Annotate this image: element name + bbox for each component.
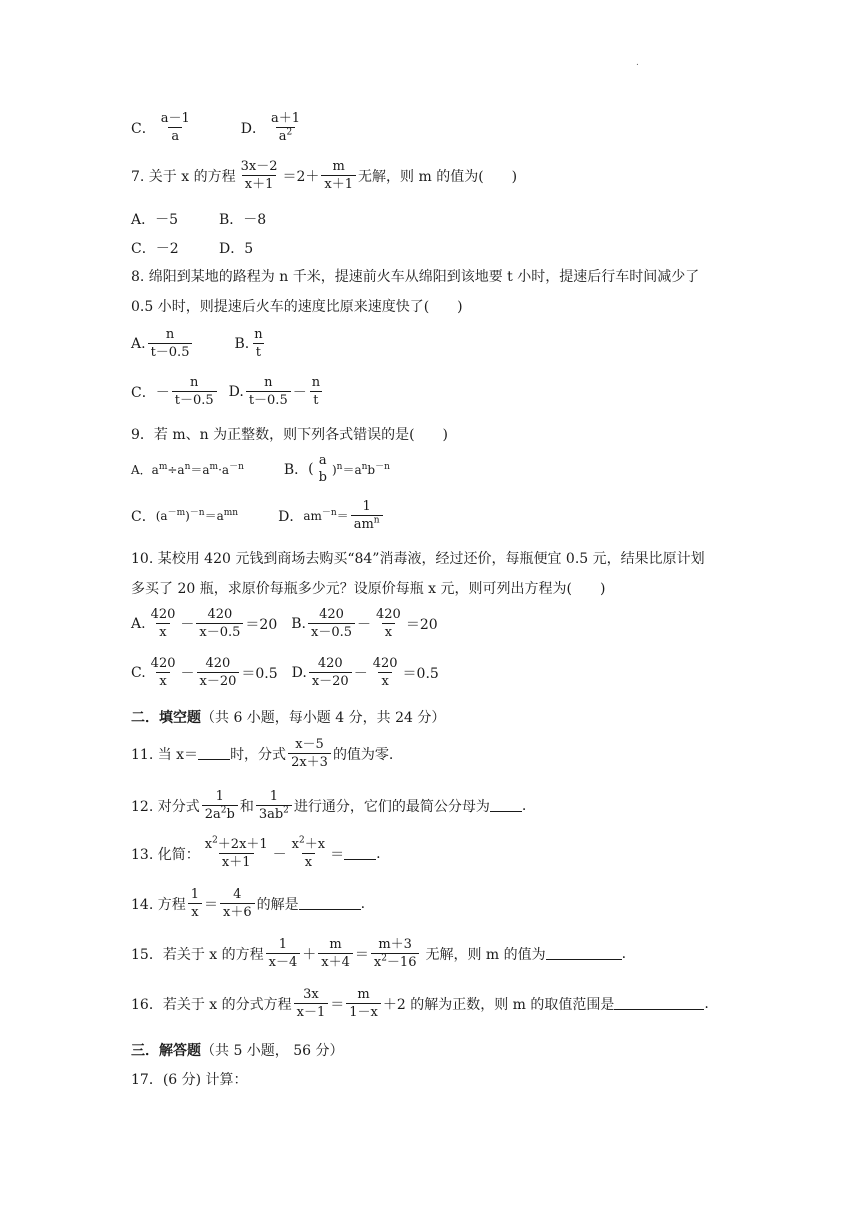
q14-stem: 14. 方程 $\frac{1}{x}$ ＝ $\frac{4}{x+6}$ 的解是 .	[131, 887, 366, 920]
q7-fraction-2: $\frac{m}{x+1}$	[321, 160, 356, 191]
q17-stem: 17．(6 分) 计算：	[131, 1072, 248, 1088]
q9-option-d-fraction: $\frac{1}{am^n}$	[351, 500, 383, 531]
q7-stem: 7. 关于 x 的方程 $\frac{3x-2}{x+1}$ ＝2＋ $\frac{m}{x+1}$ 无解，则 m 的值为( )	[131, 159, 518, 192]
q7-options-ab: A．－5 B．－8	[131, 212, 267, 228]
q15-stem: 15．若关于 x 的方程 $\frac{1}{x-4}$ ＋ $\frac{m}{x+4}$ ＝ $\frac{m+3}{x^2-16}$ 无解，则 m 的值为 .	[131, 937, 627, 970]
q6-option-c-label: C．	[131, 120, 156, 137]
q10-stem-line2: 多买了 20 瓶，求原价每瓶多少元？设原价每瓶 x 元，则可列出方程为( )	[131, 581, 606, 597]
q15-answer-blank[interactable]	[546, 947, 622, 960]
q7-fraction-1: $\frac{3x-2}{x+1}$	[240, 159, 278, 192]
q6-option-d-label: D．	[240, 120, 266, 137]
page-mark: .	[636, 58, 639, 68]
q16-answer-blank[interactable]	[614, 997, 704, 1010]
q8-stem-line2: 0.5 小时，则提速后火车的速度比原来速度快了( )	[131, 299, 463, 315]
q10-options-ab: A. $\frac{420}{x}$ － $\frac{420}{x-0.5}$ ＝20 B. $\frac{420}{x-0.5}$ － $\frac{420}{x}$ ＝20	[131, 607, 438, 640]
q9-options-ab: A．$a^m\div a^n=a^m\cdot a^{-n}$ B． ( a b )$^n=a^nb^{-n}$	[131, 453, 390, 485]
q10-stem-line1: 10. 某校用 420 元钱到商场去购买“84”消毒液，经过还价，每瓶便宜 0.5 元，结果比原计划	[131, 551, 705, 567]
section-2-heading: 二．填空题 （共 6 小题，每小题 4 分，共 24 分）	[131, 710, 446, 726]
section-3-heading: 三．解答题 （共 5 小题， 56 分）	[131, 1043, 344, 1059]
q8-options-cd: C．－ $\frac{n}{t-0.5}$ D. $\frac{n}{t-0.5}$ － $\frac{n}{t}$	[131, 375, 321, 408]
q6-options	[131, 112, 305, 143]
q11-answer-blank[interactable]	[198, 747, 230, 760]
q7-options-cd: C．－2 D．5	[131, 241, 254, 257]
q6-option-d-fraction: $\frac{a+1}{a^2}$	[270, 111, 301, 144]
q14-answer-blank[interactable]	[299, 897, 361, 910]
q9-options-cd: C． $(a^{-m})^{-n}=a^{mn}$ D． $am^{-n}=$ $\frac{1}{am^n}$	[131, 500, 385, 531]
q16-stem: 16．若关于 x 的分式方程 $\frac{3x}{x-1}$ ＝ $\frac{m}{1-x}$ ＋2 的解为正数，则 m 的取值范围是 .	[131, 987, 709, 1020]
q8-stem-line1: 8. 绵阳到某地的路程为 n 千米，提速前火车从绵阳到该地要 t 小时，提速后行车时间减少了	[131, 269, 700, 285]
q8-options-ab: A. $\frac{n}{t-0.5}$ B. $\frac{n}{t}$	[131, 327, 263, 360]
q13-stem: 13. 化简： $\frac{x^2+2x+1}{x+1}$ － $\frac{x^2+x}{x}$ ＝ .	[131, 835, 381, 870]
q13-answer-blank[interactable]	[344, 847, 376, 860]
q9-stem: 9．若 m、n 为正整数，则下列各式错误的是( )	[131, 427, 449, 443]
q10-options-cd: C. $\frac{420}{x}$ － $\frac{420}{x-20}$ ＝0.5 D. $\frac{420}{x-20}$ － $\frac{420}{x}$ ＝0.5	[131, 656, 439, 689]
q11-stem: 11. 当 x＝ 时，分式 $\frac{x-5}{2x+3}$ 的值为零.	[131, 737, 394, 770]
q9-option-b-fraction: a b	[318, 453, 327, 485]
q6-option-c-fraction: $\frac{a-1}{a}$	[160, 111, 190, 144]
q12-answer-blank[interactable]	[490, 799, 522, 812]
q12-stem: 12. 对分式 $\frac{1}{2a^2b}$ 和 $\frac{1}{3ab^2}$ 进行通分，它们的最简公分母为 .	[131, 789, 527, 822]
